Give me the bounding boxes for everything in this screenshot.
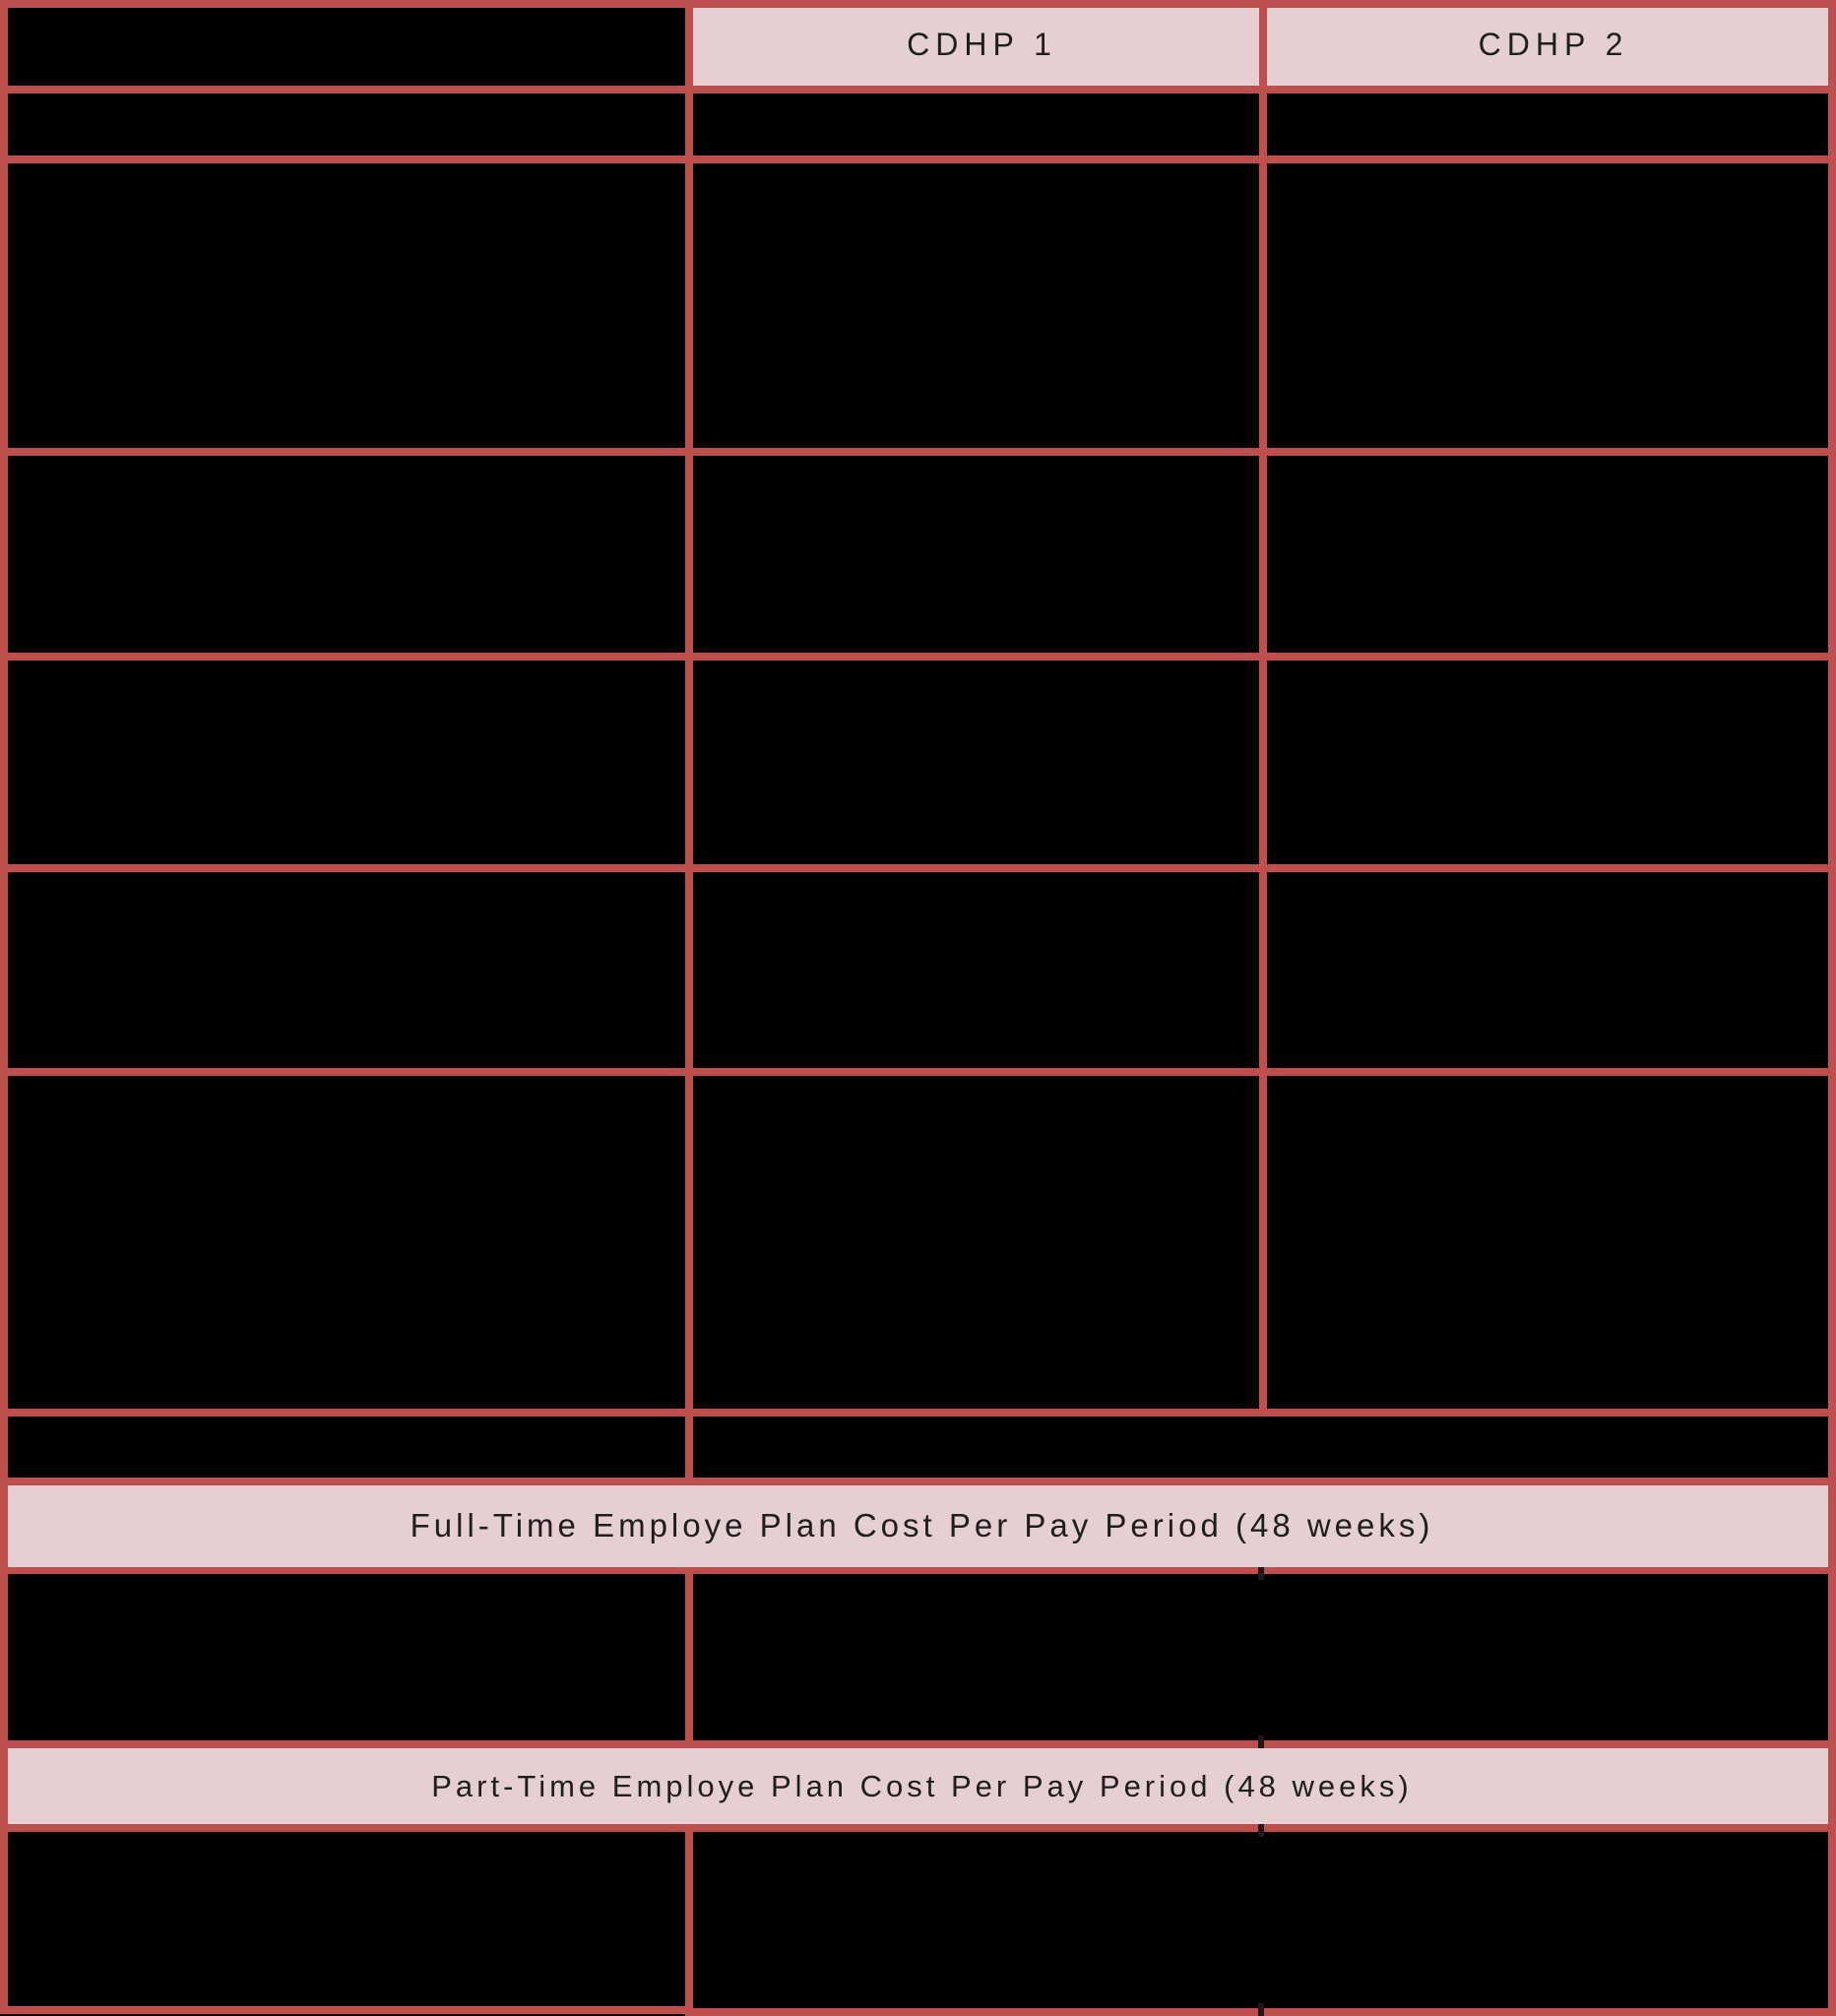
header-spacer-cell: [8, 8, 685, 86]
grid-line: [0, 864, 1836, 872]
column-divider-2: [1259, 0, 1267, 1417]
column-divider-1: [685, 0, 693, 1481]
column-divider-1: [685, 1828, 693, 2014]
divider-stub: [1258, 2003, 1264, 2016]
redacted-row-merged: [0, 1574, 1836, 1740]
part-time-section-label: Part-Time Employe Plan Cost Per Pay Period (48 weeks): [431, 1768, 1413, 1803]
grid-line: [0, 448, 1836, 456]
grid-line: [0, 1068, 1836, 1076]
full-time-section-label: Full-Time Employe Plan Cost Per Pay Period (48 weeks): [410, 1507, 1434, 1544]
grid-line-bottom-left: [0, 2006, 693, 2014]
redacted-row: [0, 872, 1836, 1068]
grid-line-left: [0, 0, 8, 2014]
redacted-row-merged: [0, 1832, 1836, 2006]
redacted-row: [0, 456, 1836, 653]
grid-line: [0, 653, 1836, 661]
grid-line: [0, 156, 1836, 163]
column-divider-1: [685, 1571, 693, 1744]
redacted-row-merged: [0, 1417, 1836, 1478]
redacted-row: [0, 163, 1836, 448]
column-header-cdhp2-label: CDHP 2: [1478, 27, 1629, 62]
redacted-row: [0, 1076, 1836, 1409]
grid-line-right: [1828, 0, 1836, 2016]
grid-line: [0, 1409, 1836, 1417]
column-header-cdhp1-label: CDHP 1: [907, 27, 1057, 62]
redacted-row: [0, 661, 1836, 864]
redacted-row: [0, 94, 1836, 156]
